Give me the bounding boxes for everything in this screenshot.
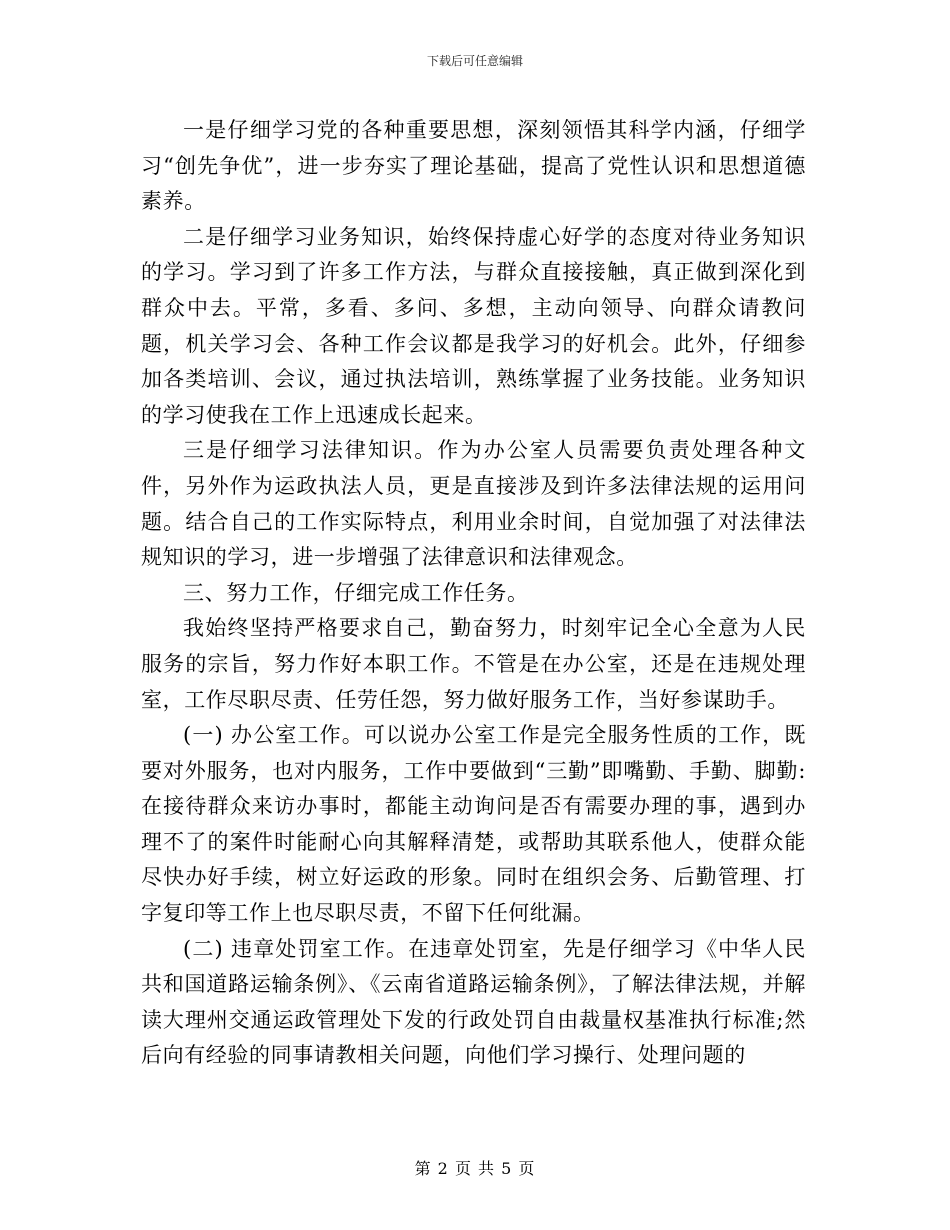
- paragraph-study-law: 三是仔细学习法律知识。作为办公室人员需要负责处理各种文件，另外作为运政执法人员，更是直接涉及到许多法律法规的运用问题。结合自己的工作实际特点，利用业余时间，自觉加强了对法律法规知识的学习，进一步增强了法律意识和法律观念。: [141, 438, 806, 570]
- page-number-footer: 第 2 页 共 5 页: [414, 1159, 536, 1178]
- document-body: [141, 113, 806, 1074]
- section-heading-work: 三、努力工作，仔细完成工作任务。: [183, 580, 529, 605]
- paragraph-office-work: (一) 办公室工作。可以说办公室工作是完全服务性质的工作，既要对外服务，也对内服务，工作中要做到“三勤”即嘴勤、手勤、脚勤:在接待群众来访办事时，都能主动询问是否有需要办理的事，遇到办理不了的案件时能耐心向其解释清楚，或帮助其联系他人，使群众能尽快办好手续，树立好运政的形象。同时在组织会务、后勤管理、打字复印等工作上也尽职尽责，不留下任何纰漏。: [141, 723, 806, 926]
- paragraph-penalty-office-work: (二) 违章处罚室工作。在违章处罚室，先是仔细学习《中华人民共和国道路运输条例》、《云南省道路运输条例》，了解法律法规，并解读大理州交通运政管理处下发的行政处罚自由裁量权基准执行标准;然后向有经验的同事请教相关问题，向他们学习操行、处理问题的: [141, 936, 806, 1068]
- paragraph-study-thought: 一是仔细学习党的各种重要思想，深刻领悟其科学内涵，仔细学习“创先争优”，进一步夯实了理论基础，提高了党性认识和思想道德素养。: [141, 118, 806, 214]
- paragraph-work-intro: 我始终坚持严格要求自己，勤奋努力，时刻牢记全心全意为人民服务的宗旨，努力作好本职工作。不管是在办公室，还是在违规处理室，工作尽职尽责、任劳任怨，努力做好服务工作，当好参谋助手。: [141, 616, 806, 712]
- page-header: 下载后可任意编辑: [426, 54, 523, 68]
- paragraph-study-business: 二是仔细学习业务知识，始终保持虚心好学的态度对待业务知识的学习。学习到了许多工作方法，与群众直接接触，真正做到深化到群众中去。平常，多看、多问、多想，主动向领导、向群众请教问题，机关学习会、各种工作会议都是我学习的好机会。此外，仔细参加各类培训、会议，通过执法培训，熟练掌握了业务技能。业务知识的学习使我在工作上迅速成长起来。: [141, 224, 806, 427]
